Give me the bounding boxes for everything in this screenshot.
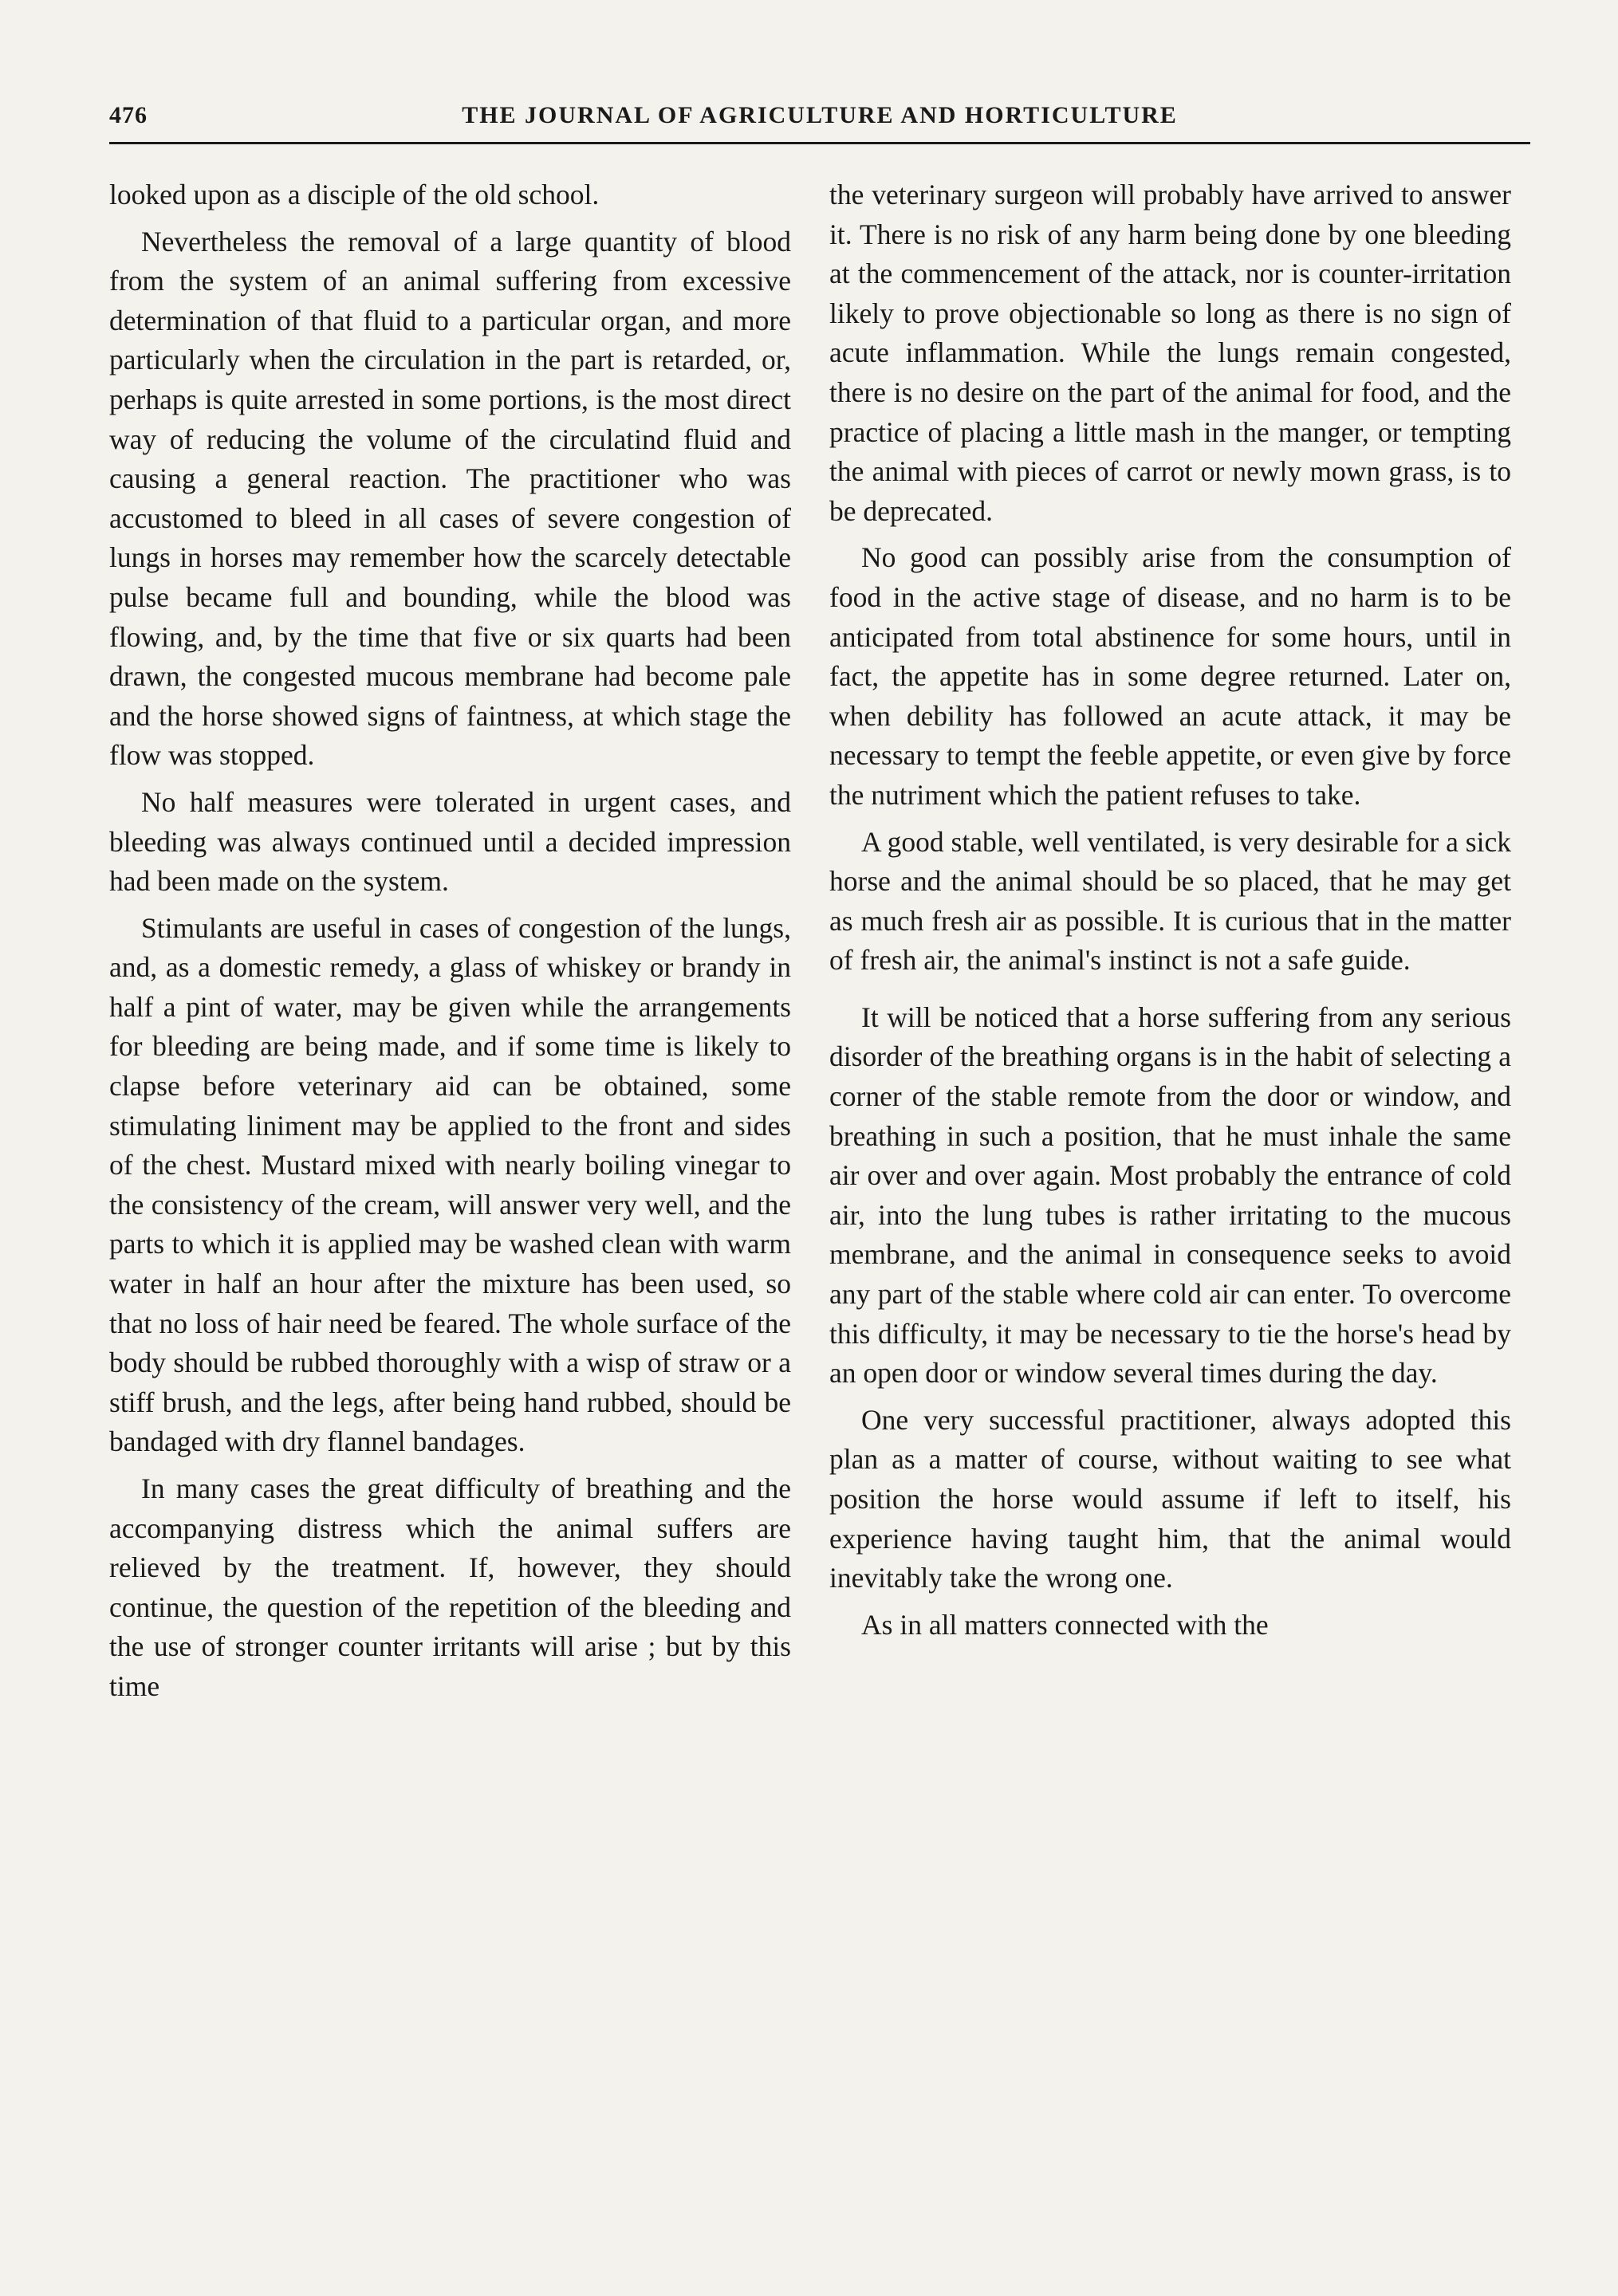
paragraph: No good can possibly arise from the consumption of food in the active stage of disease, and no harm is to be anticipated from total abstinence for some hours, until in fact, the appetite has in some degree returned. Later on, when debility has followed an acute attack, it may be necessary to tempt the feeble appetite, or even give by force the nutriment which the patient refuses to take. [829, 541, 1511, 811]
page-number: 476 [109, 102, 148, 128]
header-rule [109, 142, 1530, 144]
right-column [829, 175, 1511, 1652]
paragraph: It will be noticed that a horse suffering from any serious disorder of the breathing organs is in the habit of selecting a corner of the stable remote from the door or window, and breathing in such a position, that he must inhale the same air over and over again. Most probably the entrance of cold air, into the lung tubes is rather irritating to the mucous membrane, and the animal in consequence seeks to avoid any part of the stable where cold air can enter. To overcome this difficulty, it may be necessary to tie the horse's head by an open door or window several times during the day. [829, 1001, 1511, 1390]
paragraph: the veterinary surgeon will probably have arrived to answer it. There is no risk of any harm being done by one bleeding at the commencement of the attack, nor is counter-irritation likely to prove objectionable so long as there is no sign of acute inflammation. While the lungs remain congested, there is no desire on the part of the animal for food, and the practice of placing a little mash in the manger, or tempting the animal with pieces of carrot or newly mown grass, is to be deprecated. [829, 179, 1511, 527]
page-header [109, 97, 1530, 145]
paragraph: looked upon as a disciple of the old school. [109, 179, 600, 210]
paragraph: Stimulants are useful in cases of congestion of the lungs, and, as a domestic remedy, a glass of whiskey or brandy in half a pint of water, may be given while the arrangements for bleeding are being made, and if some time is likely to clapse before veterinary aid can be obtained, some stimulating liniment may be applied to the front and sides of the chest. Mustard mixed with nearly boiling vinegar to the consistency of the cream, will answer very well, and the parts to which it is applied may be washed clean with warm water in half an hour after the mixture has been used, so that no loss of hair need be feared. The whole surface of the body should be rubbed thoroughly with a wisp of straw or a stiff brush, and the legs, after being hand rubbed, should be bandaged with dry flannel bandages. [109, 911, 791, 1458]
paragraph: One very successful practitioner, always adopted this plan as a matter of course, without waiting to see what position the horse would assume if left to itself, his experience having taught him, that the animal would inevitably take the wrong one. [829, 1403, 1511, 1594]
paragraph: A good stable, well ventilated, is very desirable for a sick horse and the animal should be so placed, that he may get as much fresh air as possible. It is curious that in the matter of fresh air, the animal's instinct is not a safe guide. [829, 825, 1511, 977]
paragraph: In many cases the great difficulty of breathing and the accompanying distress which the animal suffers are relieved by the treatment. If, however, they should continue, the question of the repetition of the bleeding and the use of stronger counter irritants will arise ; but by this time [109, 1472, 791, 1702]
paragraph: No half measures were tolerated in urgent cases, and bleeding was always continued until a decided impression had been made on the system. [109, 785, 791, 898]
paragraph: As in all matters connected with the [861, 1608, 1269, 1641]
paragraph: Nevertheless the removal of a large quantity of blood from the system of an animal suffering from excessive determination of that fluid to a particular organ, and more particularly when the circulation in the part is retarded, or, perhaps is quite arrested in some portions, is the most direct way of reducing the volume of the circulatind fluid and causing a general reaction. The practitioner who was accustomed to bleed in all cases of severe congestion of lungs in horses may remember how the scarcely detectable pulse became full and bounding, while the blood was flowing, and, by the time that five or six quarts had been drawn, the congested mucous membrane had become pale and the horse showed signs of faintness, at which stage the flow was stopped. [109, 225, 791, 772]
running-head: THE JOURNAL OF AGRICULTURE AND HORTICULTURE [462, 102, 1178, 128]
left-column [109, 175, 791, 1714]
